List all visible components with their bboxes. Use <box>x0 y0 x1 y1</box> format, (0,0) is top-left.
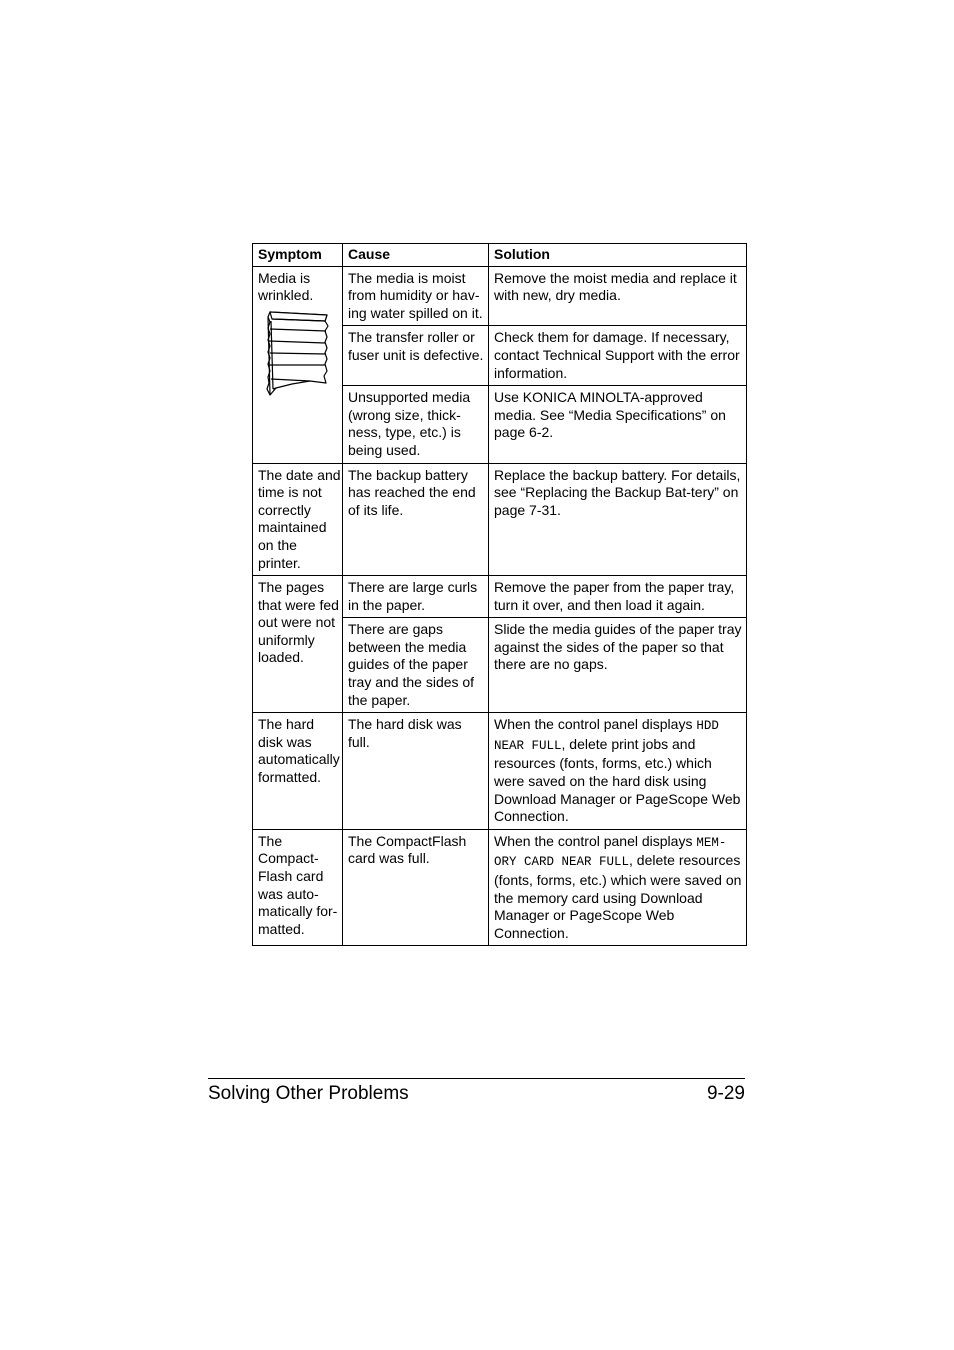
table-row <box>253 266 747 326</box>
solution-cell: Remove the paper from the paper tray, turn it over, and then load it again. <box>489 576 747 618</box>
solution-cell: Use KONICA MINOLTA-approved media. See “Media Specifications” on page 6-2. <box>489 386 747 463</box>
symptom-text: Media is wrinkled. <box>258 269 314 304</box>
table-row <box>253 713 747 830</box>
symptom-cell <box>253 266 343 463</box>
cause-cell: Unsupported media (wrong size, thick-ness, type, etc.) is being used. <box>343 386 489 463</box>
solution-text: , delete resources (fonts, forms, etc.) which were saved on the memory card using Download Manager or PageScope Web Connection. <box>494 852 742 941</box>
cause-cell: The media is moist from humidity or hav-ing water spilled on it. <box>343 266 489 326</box>
solution-cell: Slide the media guides of the paper tray against the sides of the paper so that there are no gaps. <box>489 618 747 713</box>
symptom-cell: The pages that were fed out were not uniformly loaded. <box>253 576 343 713</box>
table-row <box>253 829 747 946</box>
header-symptom: Symptom <box>253 244 343 267</box>
solution-cell: Check them for damage. If necessary, contact Technical Support with the error information. <box>489 326 747 386</box>
cause-cell: The transfer roller or fuser unit is defective. <box>343 326 489 386</box>
solution-text: When the control panel displays <box>494 716 697 733</box>
cause-cell: The CompactFlash card was full. <box>343 829 489 946</box>
header-cause: Cause <box>343 244 489 267</box>
wrinkled-media-icon <box>264 309 330 399</box>
solution-cell <box>489 713 747 830</box>
cause-cell: The backup battery has reached the end of its life. <box>343 463 489 576</box>
symptom-cell: The hard disk was automatically formatted. <box>253 713 343 830</box>
troubleshooting-table <box>252 243 747 946</box>
symptom-cell: The Compact-Flash card was auto-matically for-matted. <box>253 829 343 946</box>
table-row <box>253 463 747 576</box>
control-panel-message: HDD NEAR FULL <box>494 719 719 753</box>
cause-cell: The hard disk was full. <box>343 713 489 830</box>
page-number: 9-29 <box>706 1083 745 1104</box>
solution-text: , delete print jobs and resources (fonts, forms, etc.) which were saved on the hard disk using Download Manager or PageScope Web Connection. <box>494 735 741 825</box>
solution-cell <box>489 829 747 946</box>
solution-cell: Replace the backup battery. For details, see “Replacing the Backup Bat-tery” on page 7-31. <box>489 463 747 576</box>
cause-cell: There are gaps between the media guides of the paper tray and the sides of the paper. <box>343 618 489 713</box>
symptom-cell: The date and time is not correctly maintained on the printer. <box>253 463 343 576</box>
solution-text: When the control panel displays <box>494 832 697 849</box>
footer-section-title: Solving Other Problems <box>208 1083 409 1104</box>
footer-divider <box>208 1078 745 1079</box>
solution-cell: Remove the moist media and replace it with new, dry media. <box>489 266 747 326</box>
table-row <box>253 576 747 618</box>
control-panel-message: MEM-ORY CARD NEAR FULL <box>494 835 727 870</box>
table-header-row <box>253 244 747 267</box>
cause-cell: There are large curls in the paper. <box>343 576 489 618</box>
header-solution: Solution <box>489 244 747 267</box>
